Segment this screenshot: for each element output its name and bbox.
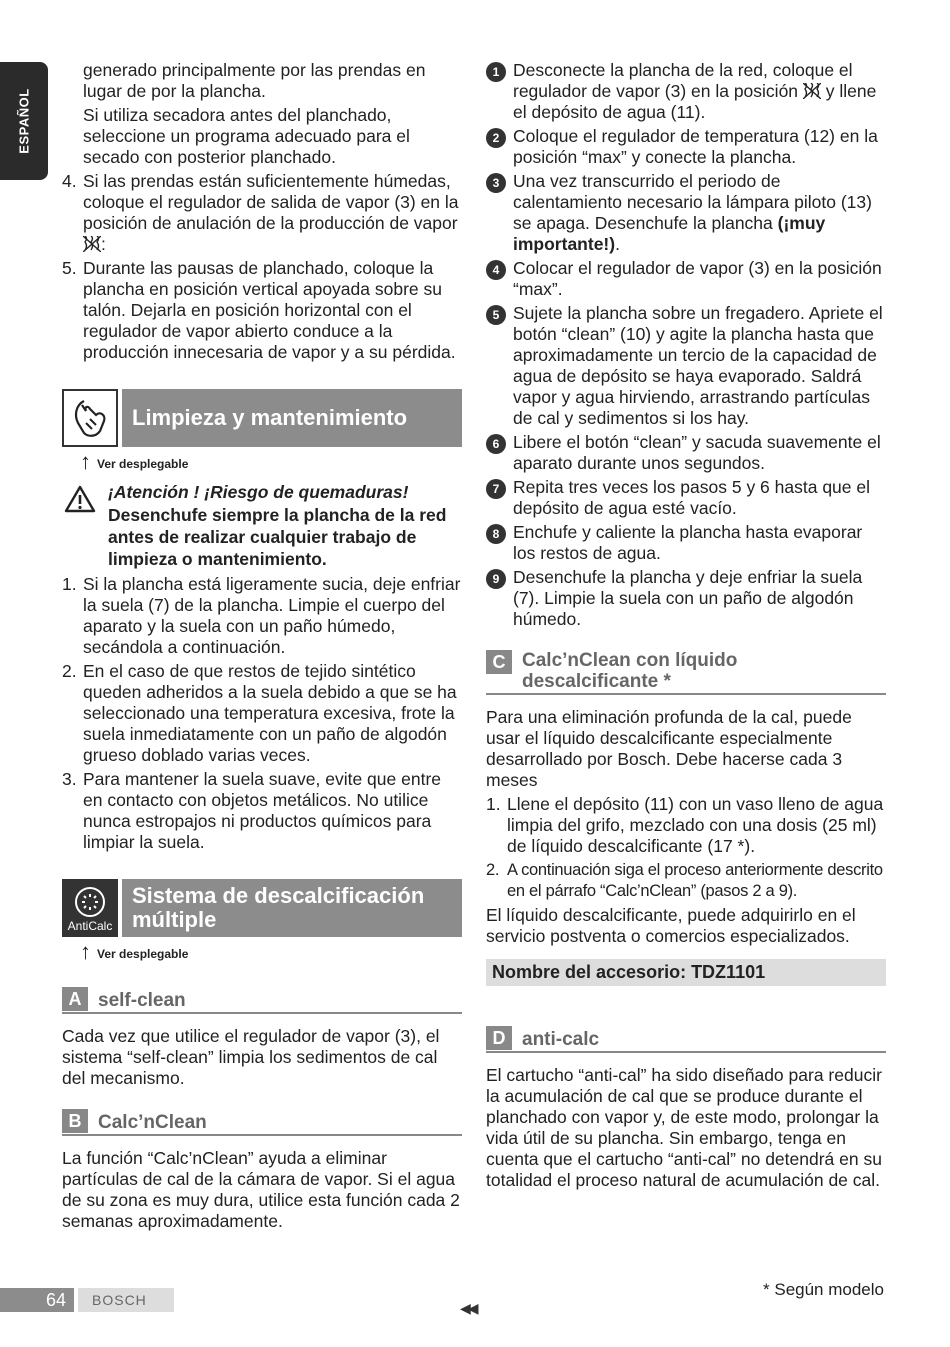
calc-liquid-intro: Para una eliminación profunda de la cal, puede usar el líquido descalcificante especialmente desarrollado por Bosch. Debe hacerse cada 3 meses — [486, 707, 852, 790]
step-item: 8 Enchufe y caliente la plancha hasta evaporar los restos de agua. — [486, 522, 886, 564]
up-arrow-icon: ↑ — [80, 449, 91, 474]
accessory-name: Nombre del accesorio: TDZ1101 — [486, 959, 886, 986]
step-item: 7 Repita tres veces los pasos 5 y 6 hasta que el depósito de agua esté vacío. — [486, 477, 886, 519]
list-item: 2. A continuación siga el proceso anteriormente descrito en el párrafo “Calc’nClean” (pasos 2 a 9). — [486, 861, 883, 900]
step-item: 4 Colocar el regulador de vapor (3) en la posición “max”. — [486, 258, 886, 300]
list-item: 4. Si las prendas están suficientemente húmedas, coloque el regulador de salida de vapor (3) en la posición de anulación de la producción de vapor : — [62, 171, 459, 254]
warning-icon — [64, 485, 96, 513]
list-item: 2. En el caso de que restos de tejido sintético queden adheridos a la suela debido a que se ha seleccionado una temperatura excesiva, frote la suela inmediatamente con un paño de algodón grueso doblado varias veces. — [62, 661, 457, 765]
list-item: 3. Para mantener la suela suave, evite que entre en contacto con objetos metálicos. No utilice nunca estropajos ni productos químicos para limpiar la suela. — [62, 769, 441, 852]
page-number: 64 — [0, 1288, 74, 1312]
warning-title: ¡Atención ! ¡Riesgo de quemaduras! — [108, 482, 409, 502]
step-item: 1 Desconecte la plancha de la red, coloque el regulador de vapor (3) en la posición y llene el depósito de agua (11). — [486, 60, 886, 123]
list-item: 1. Llene el depósito (11) con un vaso lleno de agua limpia del grifo, mezclado con una dosis (25 ml) de líquido descalcificante (17 *). — [486, 794, 884, 856]
see-foldout: ↑ Ver desplegable — [80, 449, 189, 474]
subheader-self-clean: A self-clean — [62, 987, 462, 1014]
see-foldout: ↑ Ver desplegable — [80, 939, 189, 964]
warning-box — [62, 481, 462, 570]
step-item: 9 Desenchufe la plancha y deje enfriar la suela (7). Limpie la suela con un paño de algodón húmedo. — [486, 567, 886, 630]
section-header-decalc — [62, 879, 462, 937]
brand-label: BOSCH — [78, 1288, 174, 1312]
calcnclean-text: La función “Calc’nClean” ayuda a eliminar partículas de cal de la cámara de vapor. Si el agua de su zona es muy dura, utilice esta función cada 2 semanas aproximadamente. — [62, 1148, 460, 1231]
intro-text-2: Si utiliza secadora antes del planchado, seleccione un programa adecuado para el secado con posterior planchado. — [83, 105, 410, 167]
anticalc-icon — [62, 879, 118, 937]
left-column — [62, 60, 462, 1232]
right-column — [486, 60, 886, 1191]
language-tab — [0, 62, 48, 180]
footnote: * Según modelo — [763, 1280, 884, 1299]
anti-calc-text: El cartucho “anti-cal” ha sido diseñado para reducir la acumulación de cal que se produce durante el planchado con vapor y, de este modo, prolongar la vida útil de su plancha. Sin embargo, tenga en cuenta que el cartucho “anti-cal” no detendrá en su totalidad el proceso natural de acumulación de cal. — [486, 1065, 882, 1190]
intro-text-1: generado principalmente por las prendas en lugar de por la plancha. — [83, 60, 426, 101]
list-item: 1. Si la plancha está ligeramente sucia, deje enfriar la suela (7) de la plancha. Limpie el cuerpo del aparato y la suela con un paño húmedo, secándola a continuación. — [62, 574, 461, 657]
warning-text: Desenchufe siempre la plancha de la red antes de realizar cualquier trabajo de limpieza o mantenimiento. — [108, 505, 447, 569]
section-title: Sistema de descalcificación múltiple — [122, 879, 462, 937]
calc-liquid-outro: El líquido descalcificante, puede adquirirlo en el servicio postventa o comercios especializados. — [486, 905, 856, 946]
language-label: ESPAÑOL — [16, 88, 32, 154]
self-clean-text: Cada vez que utilice el regulador de vapor (3), el sistema “self-clean” limpia los sedimentos de cal del mecanismo. — [62, 1026, 440, 1088]
back-arrows-icon: ◀◀ — [460, 1300, 476, 1316]
subheader-calcnclean: B Calc’nClean — [62, 1109, 462, 1136]
subheader-anti-calc: D anti-calc — [486, 1026, 886, 1053]
up-arrow-icon: ↑ — [80, 939, 91, 964]
section-header-cleaning — [62, 389, 462, 447]
list-item: 5. Durante las pausas de planchado, coloque la plancha en posición vertical apoyada sobre su talón. Dejarla en posición horizontal con el regulador de vapor abierto conduce a la producción innecesaria de vapor y a su pérdida. — [62, 258, 456, 362]
steam-off-icon — [83, 236, 101, 252]
step-item: 6 Libere el botón “clean” y sacuda suavemente el aparato durante unos segundos. — [486, 432, 886, 474]
subheader-calcnclean-liquid: C Calc’nClean con líquido descalcificante * — [486, 650, 886, 695]
cleaning-hand-icon — [62, 389, 118, 447]
step-item: 3 Una vez transcurrido el periodo de calentamiento necesario la lámpara piloto (13) se apaga. Desenchufe la plancha (¡muy importante!). — [486, 171, 886, 255]
section-title: Limpieza y mantenimiento — [122, 389, 462, 447]
step-item: 2 Coloque el regulador de temperatura (12) en la posición “max” y conecte la plancha. — [486, 126, 886, 168]
anticalc-label: AntiCalc — [67, 919, 113, 933]
steam-off-icon — [803, 83, 821, 99]
step-item: 5 Sujete la plancha sobre un fregadero. Apriete el botón “clean” (10) y agite la plancha hasta que aproximadamente un tercio de la capacidad de agua de depósito se haya evaporado. Saldrá vapor y agua hirviendo, arrastrando partículas de cal y sedimentos si los hay. — [486, 303, 886, 429]
